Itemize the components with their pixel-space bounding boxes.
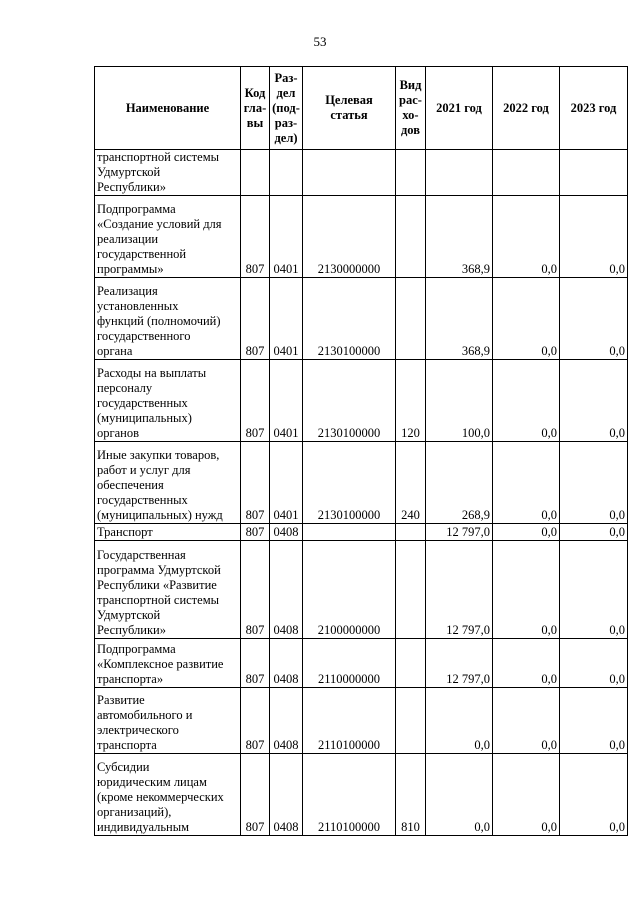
row-target: 2110100000 [303, 688, 396, 754]
row-section: 0408 [270, 754, 303, 836]
row-expense-type [396, 541, 426, 639]
table-row [95, 541, 628, 639]
budget-table [94, 66, 628, 836]
row-chapter: 807 [241, 196, 270, 278]
header-section: Раз- дел (под- раз- дел) [270, 67, 303, 150]
row-2023: 0,0 [560, 442, 628, 524]
row-target: 2130000000 [303, 196, 396, 278]
row-2022: 0,0 [493, 524, 560, 541]
row-chapter: 807 [241, 524, 270, 541]
row-name: Расходы на выплаты персоналу государственных (муниципальных) органов [95, 360, 241, 442]
row-expense-type: 120 [396, 360, 426, 442]
row-chapter: 807 [241, 688, 270, 754]
row-2023: 0,0 [560, 639, 628, 688]
row-2023: 0,0 [560, 278, 628, 360]
row-2021: 0,0 [426, 754, 493, 836]
header-name: Наименование [95, 67, 241, 150]
row-2021: 12 797,0 [426, 639, 493, 688]
row-2023: 0,0 [560, 754, 628, 836]
row-2022: 0,0 [493, 360, 560, 442]
page-number: 53 [313, 34, 327, 49]
row-expense-type [396, 639, 426, 688]
row-2022 [493, 150, 560, 196]
row-section: 0408 [270, 688, 303, 754]
row-section: 0401 [270, 196, 303, 278]
table-row [95, 442, 628, 524]
header-2021: 2021 год [426, 67, 493, 150]
table-row [95, 688, 628, 754]
row-target: 2100000000 [303, 541, 396, 639]
row-section: 0408 [270, 541, 303, 639]
row-2022: 0,0 [493, 196, 560, 278]
table-row [95, 360, 628, 442]
row-target: 2130100000 [303, 278, 396, 360]
row-section: 0401 [270, 278, 303, 360]
row-2023: 0,0 [560, 524, 628, 541]
row-name: Иные закупки товаров, работ и услуг для обеспечения государственных (муниципальных) нужд [95, 442, 241, 524]
table-row [95, 278, 628, 360]
row-section: 0408 [270, 639, 303, 688]
header-chapter-code: Код гла- вы [241, 67, 270, 150]
header-2022: 2022 год [493, 67, 560, 150]
table-row [95, 639, 628, 688]
row-2021: 0,0 [426, 688, 493, 754]
row-2022: 0,0 [493, 639, 560, 688]
header-row [95, 67, 628, 150]
header-2023: 2023 год [560, 67, 628, 150]
row-section: 0401 [270, 360, 303, 442]
table-row [95, 524, 628, 541]
header-expense-type: Вид рас- хо- дов [396, 67, 426, 150]
row-expense-type [396, 688, 426, 754]
row-name: Подпрограмма «Создание условий для реализации государственной программы» [95, 196, 241, 278]
row-2021: 12 797,0 [426, 524, 493, 541]
row-2021: 12 797,0 [426, 541, 493, 639]
row-2023 [560, 150, 628, 196]
row-chapter: 807 [241, 278, 270, 360]
row-2021 [426, 150, 493, 196]
row-2022: 0,0 [493, 688, 560, 754]
table-row [95, 196, 628, 278]
row-chapter: 807 [241, 541, 270, 639]
row-2021: 368,9 [426, 196, 493, 278]
row-expense-type [396, 196, 426, 278]
row-target: 2110100000 [303, 754, 396, 836]
header-target-article: Целевая статья [303, 67, 396, 150]
row-target: 2130100000 [303, 442, 396, 524]
row-2022: 0,0 [493, 442, 560, 524]
table-row [95, 754, 628, 836]
row-2023: 0,0 [560, 541, 628, 639]
row-name: Субсидии юридическим лицам (кроме некоммерческих организаций), индивидуальным [95, 754, 241, 836]
row-2023: 0,0 [560, 360, 628, 442]
row-expense-type: 810 [396, 754, 426, 836]
row-2021: 268,9 [426, 442, 493, 524]
row-section [270, 150, 303, 196]
row-expense-type [396, 150, 426, 196]
row-section: 0408 [270, 524, 303, 541]
row-chapter: 807 [241, 360, 270, 442]
row-2023: 0,0 [560, 688, 628, 754]
row-target: 2130100000 [303, 360, 396, 442]
row-2022: 0,0 [493, 278, 560, 360]
row-name: Развитие автомобильного и электрического транспорта [95, 688, 241, 754]
row-name: транспортной системы Удмуртской Республики» [95, 150, 241, 196]
row-chapter: 807 [241, 442, 270, 524]
row-target [303, 150, 396, 196]
row-name: Транспорт [95, 524, 241, 541]
row-expense-type: 240 [396, 442, 426, 524]
row-2021: 100,0 [426, 360, 493, 442]
row-chapter: 807 [241, 639, 270, 688]
row-expense-type [396, 524, 426, 541]
table-row [95, 150, 628, 196]
row-2023: 0,0 [560, 196, 628, 278]
row-chapter: 807 [241, 754, 270, 836]
row-name: Реализация установленных функций (полномочий) государственного органа [95, 278, 241, 360]
row-target: 2110000000 [303, 639, 396, 688]
row-name: Государственная программа Удмуртской Республики «Развитие транспортной системы Удмуртской Республики» [95, 541, 241, 639]
row-chapter [241, 150, 270, 196]
row-2022: 0,0 [493, 754, 560, 836]
row-expense-type [396, 278, 426, 360]
row-target [303, 524, 396, 541]
row-2021: 368,9 [426, 278, 493, 360]
row-section: 0401 [270, 442, 303, 524]
row-name: Подпрограмма «Комплексное развитие транспорта» [95, 639, 241, 688]
row-2022: 0,0 [493, 541, 560, 639]
